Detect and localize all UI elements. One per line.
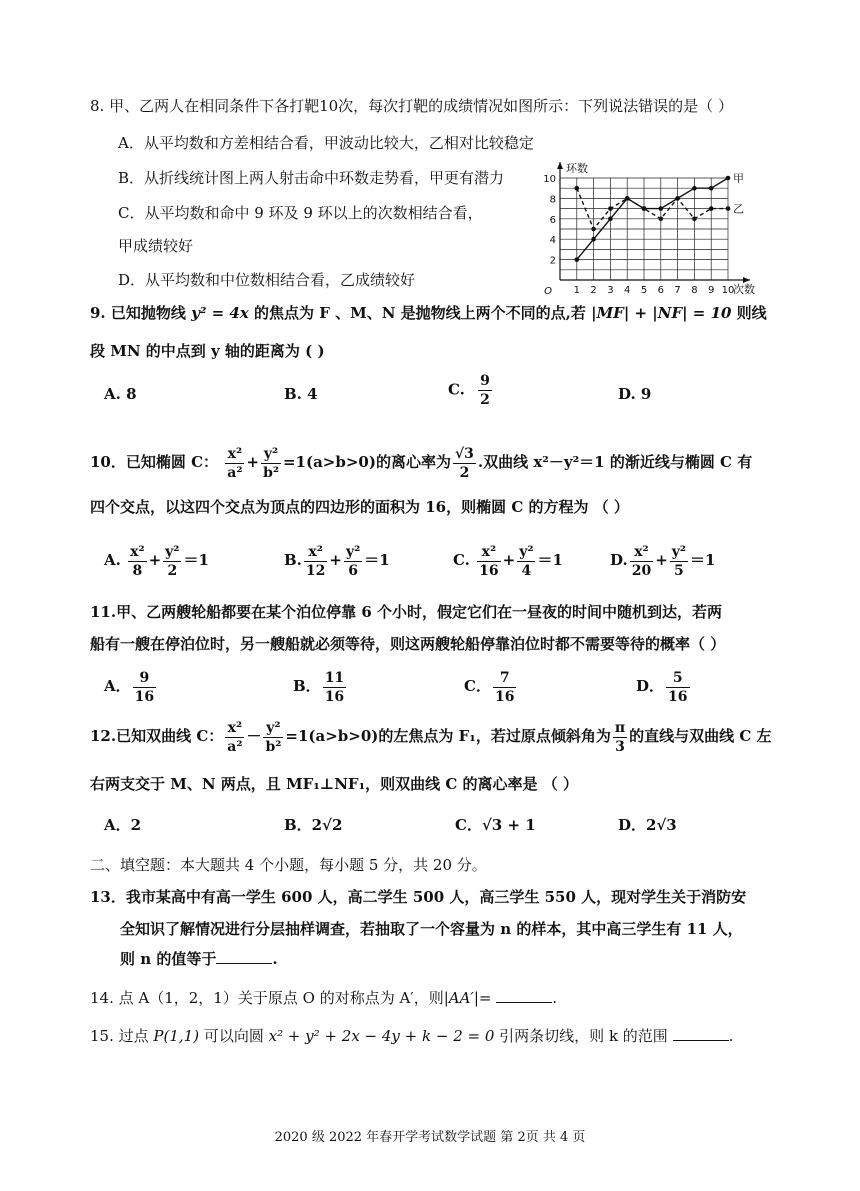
- page-footer: 2020 级 2022 年春开学考试数学试题 第 2页 共 4 页: [274, 1130, 586, 1145]
- q12-option-a: A．2: [104, 816, 142, 834]
- q9-line2: 段 MN 的中点到 y 轴的距离为 ( ): [90, 342, 325, 360]
- data-point: [709, 186, 714, 191]
- q10-line2: 四个交点，以这四个交点为顶点的四边形的面积为 16，则椭圆 C 的方程为 （ ）: [90, 498, 629, 516]
- data-point: [675, 196, 680, 201]
- q13-line1: 13．我市某高中有高一学生 600 人，高二学生 500 人，高三学生 550 人，现对学生关于消防安: [90, 888, 747, 906]
- q13-line2: 全知识了解情况进行分层抽样调查，若抽取了一个容量为 n 的样本，其中高三学生有 11 人，: [120, 920, 743, 938]
- q15-line: 15. 过点 P(1,1) 可以向圆 x² + y² + 2x − 4y + k − 2 = 0 引两条切线，则 k 的范围 .: [90, 1027, 734, 1045]
- data-point: [659, 206, 664, 211]
- x-tick-label: 1: [573, 285, 580, 296]
- q11-option-c: C． $\frac{7}{16}$: [464, 669, 515, 705]
- q14-answer-blank: [496, 988, 552, 1003]
- x-tick-label: 2: [590, 285, 597, 296]
- q11-line2: 船有一艘在停泊位时，另一艘船就必须等待，则这两艘轮船停靠泊位时都不需要等待的概率（ ）: [90, 635, 726, 653]
- q12-line2: 右两支交于 M、N 两点，且 MF₁⊥NF₁，则双曲线 C 的离心率是 （ ）: [90, 775, 578, 793]
- data-point: [692, 217, 697, 222]
- score-line-chart: [538, 152, 780, 298]
- series-label: 甲: [733, 172, 744, 185]
- data-point: [726, 206, 731, 211]
- y-tick-label: 6: [549, 214, 556, 226]
- x-tick-label: 9: [708, 285, 715, 296]
- q9-option-a: A. 8: [104, 385, 137, 403]
- x-axis-label: 次数: [733, 283, 755, 296]
- y-tick-label: 4: [549, 235, 556, 247]
- y-tick-label: 10: [543, 174, 556, 185]
- q10-option-d: D. $\frac{\text{x²}}{20}$ + $\frac{\text{y²}}{5}$ ＝1: [610, 543, 716, 579]
- data-point: [642, 206, 647, 211]
- x-tick-label: 3: [607, 285, 614, 296]
- data-point: [575, 257, 580, 262]
- y-axis-label: 环数: [566, 162, 588, 175]
- q14-line: 14. 点 A（1，2，1）关于原点 O 的对称点为 A′，则|AA′|= .: [90, 989, 558, 1007]
- x-tick-label: 6: [657, 285, 664, 296]
- data-point: [625, 196, 630, 201]
- q11-option-a: A． $\frac{9}{16}$: [104, 669, 155, 705]
- data-point: [608, 217, 613, 222]
- q11-option-d: D． $\frac{5}{16}$: [636, 669, 688, 705]
- x-tick-label: 7: [674, 285, 681, 296]
- data-point: [726, 176, 731, 181]
- data-point: [591, 237, 596, 242]
- q13-line3: 则 n 的值等于 .: [120, 950, 278, 968]
- x-tick-label: 4: [624, 285, 631, 296]
- q15-answer-blank: [673, 1026, 729, 1041]
- q11-line1: 11.甲、乙两艘轮船都要在某个泊位停靠 6 个小时，假定它们在一昼夜的时间中随机到达，若两: [90, 603, 722, 621]
- data-point: [709, 206, 714, 211]
- q13-answer-blank: [216, 949, 272, 964]
- series-label: 乙: [733, 202, 744, 216]
- y-tick-label: 2: [549, 255, 556, 267]
- data-point: [659, 217, 664, 222]
- y-tick-label: 8: [549, 194, 556, 206]
- q9-option-b: B. 4: [284, 385, 318, 403]
- q9-line1: 9. 已知抛物线 y² = 4x 的焦点为 F 、M、N 是抛物线上两个不同的点,若 |MF| + |NF| = 10 则线: [90, 304, 767, 322]
- q11-option-b: B． $\frac{11}{16}$: [293, 669, 345, 705]
- q12-option-b: B．2√2: [284, 816, 343, 834]
- q10-option-c: C. $\frac{\text{x²}}{16}$ + $\frac{\text{y²}}{4}$ ＝1: [453, 543, 563, 579]
- x-tick-label: 8: [691, 285, 698, 296]
- q9-option-c: C. $\frac{9}{2}$: [448, 373, 490, 408]
- q8-stem: 8. 甲、乙两人在相同条件下各打靶10次，每次打靶的成绩情况如图所示：下列说法错误的是（ ）: [90, 97, 733, 115]
- data-point: [575, 186, 580, 191]
- q9-option-d: D. 9: [618, 385, 652, 403]
- x-tick-label: 10: [721, 285, 735, 296]
- section-2-heading: 二、填空题：本大题共 4 个小题，每小题 5 分，共 20 分。: [90, 856, 487, 874]
- y-axis-arrow: [557, 162, 563, 169]
- q12-option-c: C．√3 + 1: [455, 816, 536, 834]
- x-tick-label: 5: [640, 285, 648, 296]
- data-point: [608, 206, 613, 211]
- q10-option-a: A. $\frac{\text{x²}}{8}$ + $\frac{\text{y²}}{2}$ ＝1: [104, 543, 209, 579]
- q8-option-c: C．从平均数和命中 9 环及 9 环以上的次数相结合看，: [118, 204, 483, 222]
- q8-option-d: D．从平均数和中位数相结合看，乙成绩较好: [118, 271, 416, 289]
- q10-line1: 10．已知椭圆 C： $\frac{\text{x²}}{\text{a²}}$ + $\frac{\text{y²}}{\text{b²}}$ =1(a>b>0)的离心率为 $\frac{√3}{2}$ .双曲线 x²－y²＝1 的渐近线与椭圆 C 有: [90, 445, 753, 481]
- data-point: [692, 186, 697, 191]
- q8-option-b: B．从折线统计图上两人射击命中环数走势看，甲更有潜力: [118, 169, 505, 187]
- q8-option-a: A．从平均数和方差相结合看，甲波动比较大，乙相对比较稳定: [118, 134, 534, 152]
- q10-option-b: B. $\frac{\text{x²}}{12}$ + $\frac{\text{y²}}{6}$ ＝1: [284, 543, 390, 579]
- q8-option-c-cont: 甲成绩较好: [118, 237, 194, 255]
- origin-label: O: [544, 286, 552, 297]
- data-point: [591, 227, 596, 232]
- q12-option-d: D．2√3: [618, 816, 677, 834]
- q12-line1: 12.已知双曲线 C： $\frac{\text{x²}}{\text{a²}}$ － $\frac{\text{y²}}{\text{b²}}$ =1(a>b>0)的左焦点为 F₁，若过原点倾斜角为 $\frac{\pi}{3}$ 的直线与双曲线 C 左: [90, 719, 772, 755]
